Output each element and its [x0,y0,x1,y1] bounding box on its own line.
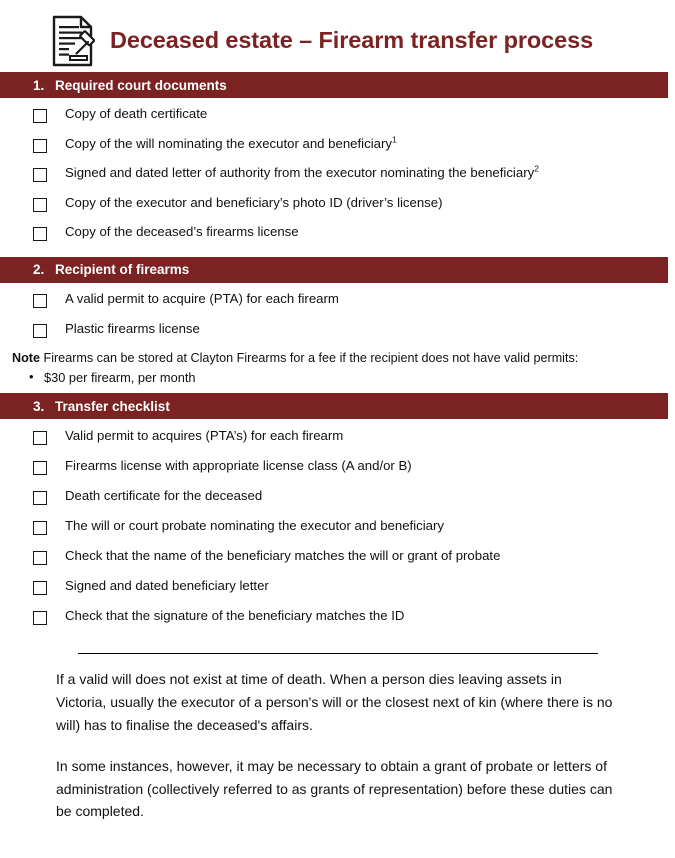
section-number-1: 1. [33,77,45,93]
checklist-item[interactable] [0,194,675,224]
checklist-item-label: Copy of the executor and beneficiary’s photo ID (driver’s license) [65,194,443,210]
checkbox[interactable] [33,491,47,505]
checklist-item-label: Plastic firearms license [65,320,200,336]
section-number-2: 2. [33,262,45,277]
footer-paragraph-1: If a valid will does not exist at time of death. When a person dies leaving assets in Victoria, usually the executor of a person's will or the closest next of kin (where there is no will) has to finalise the deceased's affairs. [56,671,613,733]
checklist-item-label: Copy of the deceased’s firearms license [65,224,299,239]
checklist-item[interactable] [0,427,675,457]
checklist-item[interactable] [0,320,675,350]
checklist-item[interactable] [0,547,675,577]
checklist-item[interactable] [0,577,675,607]
checklist-item-label: Signed and dated letter of authority from the executor nominating the beneficiary$^2$ [65,163,539,180]
checklist-item[interactable] [0,517,675,547]
section-header-2 [0,257,668,283]
checklist-item-label: Valid permit to acquires (PTA’s) for each firearm [65,428,344,444]
checklist-item-label: Copy of the will nominating the executor and beneficiary$^1$ [65,134,397,151]
checkbox[interactable] [33,581,47,595]
checklist-item-label: The will or court probate nominating the executor and beneficiary [65,518,444,534]
footnote-marker: 2 [534,163,539,174]
note-bullet-list [0,368,675,387]
checklist-item[interactable] [0,607,675,637]
checkbox[interactable] [33,324,47,338]
note-label: Note [12,350,40,365]
checkbox[interactable] [33,168,47,182]
page-title: Deceased estate – Firearm transfer process [110,27,594,54]
checklist-item-label: Signed and dated beneficiary letter [65,578,269,594]
checklist-item[interactable] [0,223,675,253]
section-title-3: Transfer checklist [55,398,170,414]
checklist-item-label: Check that the name of the beneficiary matches the will or grant of probate [65,548,501,564]
note-bullet-item: • $30 per firearm, per month [44,368,675,387]
footer-paragraph-2: In some instances, however, it may be necessary to obtain a grant of probate or letters of administration (collectively referred to as grants of representation) before these duties can be completed. [56,757,613,820]
section-title-1: Required court documents [55,77,227,93]
checkbox[interactable] [33,461,47,475]
checklist-item[interactable] [0,290,675,320]
checkbox[interactable] [33,139,47,153]
footnote-marker: 1 [391,134,397,145]
legal-document-gavel-icon [50,15,96,67]
checklist-section-1 [0,98,675,257]
section-number-3: 3. [33,398,45,414]
checklist-item[interactable] [0,164,675,194]
document-header [0,0,675,72]
checkbox[interactable] [33,227,47,241]
footer-text-block [0,654,675,823]
checklist-item[interactable] [0,457,675,487]
checklist-item-label: Death certificate for the deceased [65,488,263,504]
checkbox[interactable] [33,551,47,565]
checkbox[interactable] [33,198,47,212]
checkbox[interactable] [33,294,47,308]
checklist-item-label: Check that the signature of the beneficiary matches the ID [65,608,405,624]
checklist-item[interactable] [0,105,675,135]
checklist-item-label: Firearms license with appropriate license class (A and/or B) [65,458,412,474]
section-header-3 [0,393,668,419]
note-text: Firearms can be stored at Clayton Firearms for a fee if the recipient does not have valid permits: [43,350,579,365]
checklist-item-label: Copy of death certificate [65,106,208,121]
checklist-item[interactable] [0,135,675,165]
section-header-1 [0,72,668,98]
checkbox[interactable] [33,521,47,535]
note-line [0,350,675,368]
checkbox[interactable] [33,109,47,123]
checklist-item-label: A valid permit to acquire (PTA) for each firearm [65,290,339,306]
section-title-2: Recipient of firearms [55,262,190,277]
checkbox[interactable] [33,611,47,625]
checklist-section-3 [0,419,675,641]
divider-container [0,641,675,654]
checklist-item[interactable] [0,487,675,517]
checkbox[interactable] [33,431,47,445]
checklist-section-2 [0,283,675,350]
